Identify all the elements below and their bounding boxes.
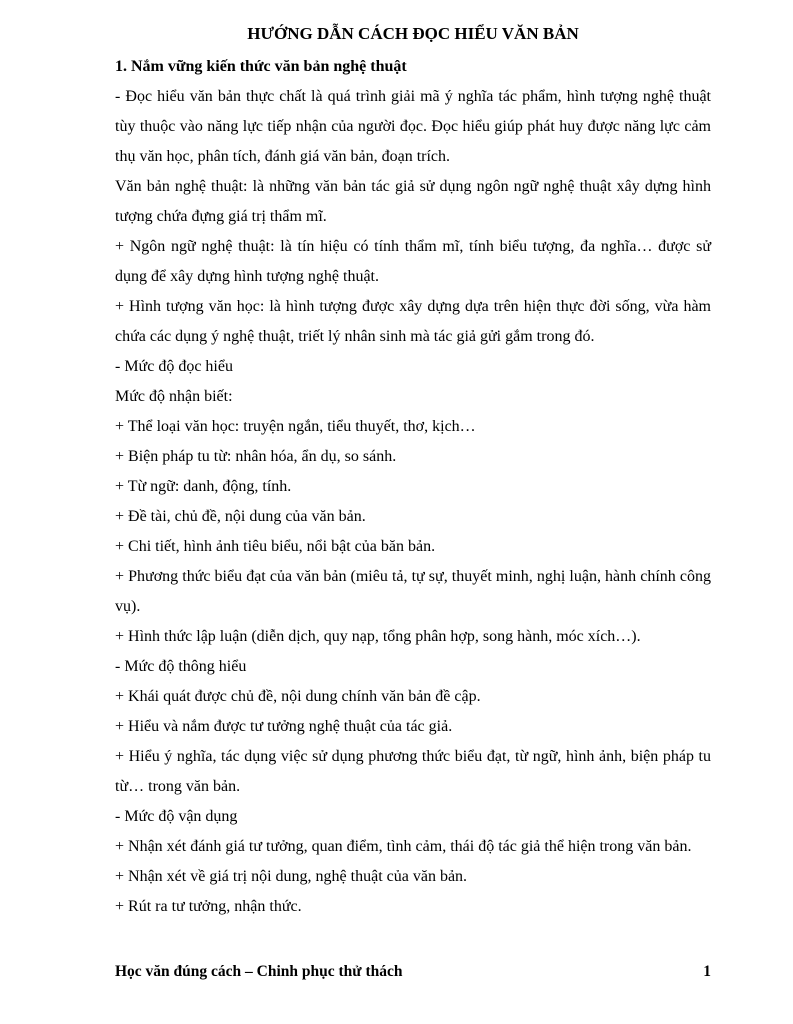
- paragraph: - Mức độ đọc hiểu: [115, 358, 233, 375]
- paragraph: + Hiểu và nắm được tư tưởng nghệ thuật của tác giả.: [115, 718, 453, 735]
- paragraph: + Từ ngữ: danh, động, tính.: [115, 478, 292, 495]
- paragraph: + Hiểu ý nghĩa, tác dụng việc sử dụng phương thức biểu đạt, từ ngữ, hình ảnh, biện pháp tu từ… trong văn bản.: [115, 748, 711, 795]
- paragraph: Văn bản nghệ thuật: là những văn bản tác giả sử dụng ngôn ngữ nghệ thuật xây dựng hình tượng chứa đựng giá trị thẩm mĩ.: [115, 178, 711, 225]
- paragraph: + Phương thức biểu đạt của văn bản (miêu tả, tự sự, thuyết minh, nghị luận, hành chính công vụ).: [115, 568, 711, 615]
- paragraph: - Đọc hiểu văn bản thực chất là quá trình giải mã ý nghĩa tác phẩm, hình tượng nghệ thuật tùy thuộc vào năng lực tiếp nhận của người đọc. Đọc hiểu giúp phát huy được năng lực cảm thụ văn học, phân tích, đánh giá văn bản, đoạn trích.: [115, 88, 711, 165]
- page-number: 1: [703, 963, 711, 980]
- paragraph: + Đề tài, chủ đề, nội dung của văn bản.: [115, 508, 366, 525]
- paragraph: + Khái quát được chủ đề, nội dung chính văn bản đề cập.: [115, 688, 481, 705]
- paragraph: - Mức độ vận dụng: [115, 808, 238, 825]
- page-footer: [115, 962, 711, 982]
- paragraph: Mức độ nhận biết:: [115, 388, 233, 405]
- paragraph: + Ngôn ngữ nghệ thuật: là tín hiệu có tính thẩm mĩ, tính biểu tượng, đa nghĩa… được sử dụng để xây dựng hình tượng nghệ thuật.: [115, 238, 711, 285]
- section-heading: 1. Nắm vững kiến thức văn bản nghệ thuật: [115, 58, 407, 75]
- paragraph: + Nhận xét đánh giá tư tưởng, quan điểm, tình cảm, thái độ tác giả thể hiện trong văn bản.: [115, 838, 692, 855]
- paragraph: + Chi tiết, hình ảnh tiêu biểu, nổi bật của băn bản.: [115, 538, 436, 555]
- paragraph: + Hình tượng văn học: là hình tượng được xây dựng dựa trên hiện thực đời sống, vừa hàm chứa các dụng ý nghệ thuật, triết lý nhân sinh mà tác giả gửi gắm trong đó.: [115, 298, 711, 345]
- footer-text: Học văn đúng cách – Chinh phục thử thách: [115, 963, 403, 980]
- paragraph: - Mức độ thông hiểu: [115, 658, 247, 675]
- paragraph: + Nhận xét về giá trị nội dung, nghệ thuật của văn bản.: [115, 868, 468, 885]
- paragraph: + Hình thức lập luận (diễn dịch, quy nạp, tổng phân hợp, song hành, móc xích…).: [115, 628, 641, 645]
- document-body: [115, 52, 711, 922]
- page-title: HƯỚNG DẪN CÁCH ĐỌC HIỂU VĂN BẢN: [247, 24, 579, 43]
- paragraph: + Thể loại văn học: truyện ngắn, tiểu thuyết, thơ, kịch…: [115, 418, 476, 435]
- paragraph: + Biện pháp tu từ: nhân hóa, ẩn dụ, so sánh.: [115, 448, 397, 465]
- paragraph: + Rút ra tư tưởng, nhận thức.: [115, 898, 302, 915]
